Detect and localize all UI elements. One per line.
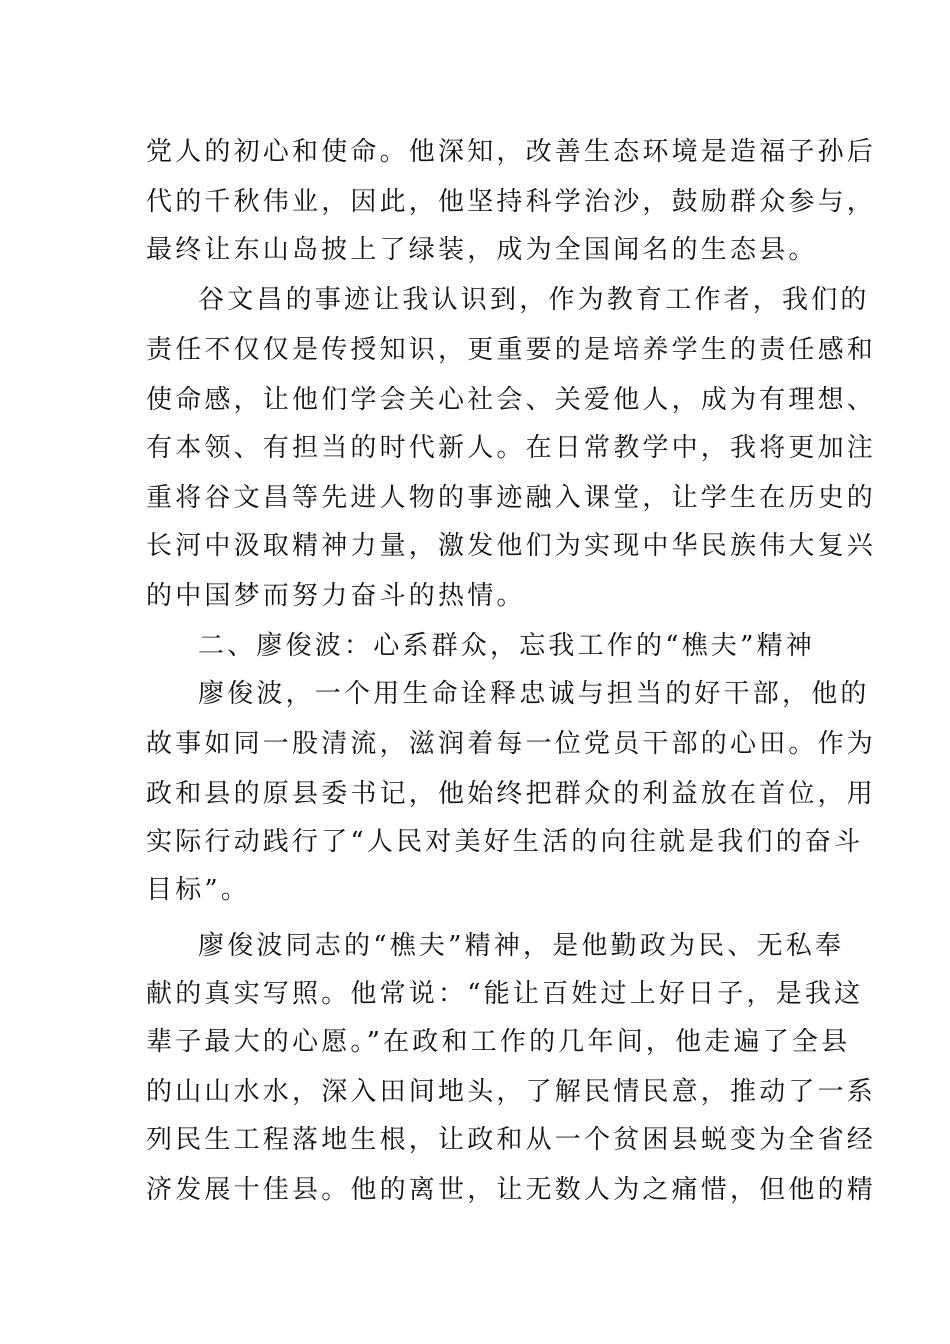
text-line: 政和县的原县委书记，他始终把群众的利益放在首位，用 bbox=[146, 779, 877, 809]
text-line: 实际行动践行了“人民对美好生活的向往就是我们的奋斗 bbox=[146, 827, 864, 857]
text-line: 的山山水水，深入田间地头，了解民情民意，推动了一系 bbox=[146, 1077, 877, 1107]
text-line: 有本领、有担当的时代新人。在日常教学中，我将更加注 bbox=[146, 433, 877, 463]
text-line: 使命感，让他们学会关心社会、关爱他人，成为有理想、 bbox=[146, 385, 877, 415]
paragraph-start-line: 廖俊波，一个用生命诠释忠诚与担当的好干部，他的 bbox=[198, 679, 870, 709]
text-line: 列民生工程落地生根，让政和从一个贫困县蜕变为全省经 bbox=[146, 1125, 877, 1155]
paragraph-start-line: 谷文昌的事迹让我认识到，作为教育工作者，我们的 bbox=[198, 285, 870, 315]
section-heading: 二、廖俊波：心系群众，忘我工作的“樵夫”精神 bbox=[198, 631, 815, 661]
text-line: 责任不仅仅是传授知识，更重要的是培养学生的责任感和 bbox=[146, 335, 877, 365]
text-line: 济发展十佳县。他的离世，让无数人为之痛惜，但他的精 bbox=[146, 1175, 877, 1205]
text-line: 党人的初心和使命。他深知，改善生态环境是造福子孙后 bbox=[146, 137, 877, 167]
text-line: 长河中汲取精神力量，激发他们为实现中华民族伟大复兴 bbox=[146, 531, 877, 561]
paragraph-start-line: 廖俊波同志的“樵夫”精神，是他勤政为民、无私奉 bbox=[198, 931, 845, 961]
text-line: 目标”。 bbox=[146, 875, 251, 905]
text-line: 辈子最大的心愿。”在政和工作的几年间，他走遍了全县 bbox=[146, 1027, 851, 1057]
text-line: 代的千秋伟业，因此，他坚持科学治沙，鼓励群众参与， bbox=[146, 187, 877, 217]
text-line: 最终让东山岛披上了绿装，成为全国闻名的生态县。 bbox=[146, 235, 818, 265]
text-line: 故事如同一股清流，滋润着每一位党员干部的心田。作为 bbox=[146, 729, 877, 759]
text-line: 献的真实写照。他常说：“能让百姓过上好日子，是我这 bbox=[146, 979, 864, 1009]
text-line: 的中国梦而努力奋斗的热情。 bbox=[146, 581, 526, 611]
text-line: 重将谷文昌等先进人物的事迹融入课堂，让学生在历史的 bbox=[146, 483, 877, 513]
